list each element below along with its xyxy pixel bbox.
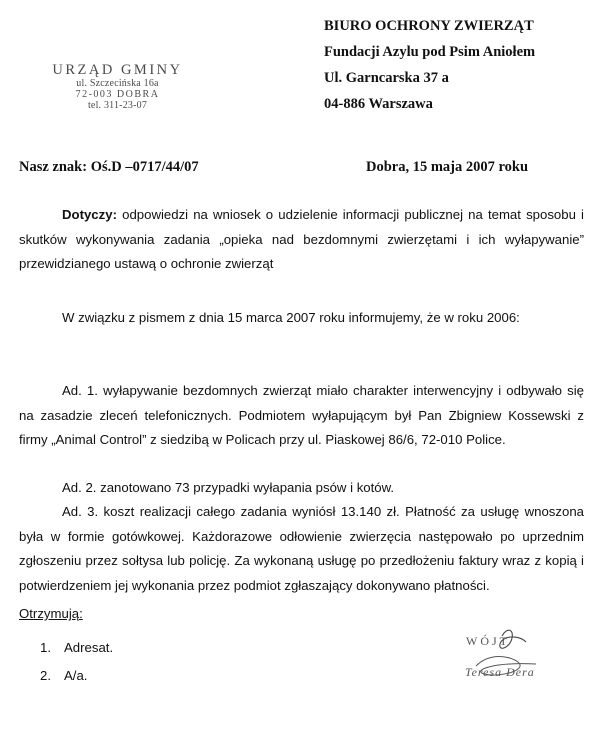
distribution-item [40, 634, 113, 662]
paragraph-ad-3: Ad. 3. koszt realizacji całego zadania wyniósł 13.140 zł. Płatność za usługę wnoszona była w formie gotówkowej. Każdorazowe odłowienie zwierzęcia następowało po uprzednim zgłoszeniu przez sołtysa lub policję. Za wykonaną usługę po przedłożeniu faktury wraz z kopią i potwierdzeniem jej wykonania przez podmiot zgłaszający dokonywano płatności. [19, 504, 584, 593]
distribution-heading: Otrzymują: [19, 606, 83, 621]
recipient-address [324, 13, 594, 117]
signature-title: WÓJT [466, 634, 510, 648]
subject-text: odpowiedzi na wniosek o udzielenie informacji publicznej na temat sposobu i skutków wykonywania zadania „opieka nad bezdomnymi zwierzętami i ich wyłapywanie” przewidzianego ustawą o ochronie zwierząt [19, 207, 584, 271]
reference-number: Nasz znak: Oś.D –0717/44/07 [19, 159, 199, 175]
paragraph-ad-1: Ad. 1. wyłapywanie bezdomnych zwierząt miało charakter interwencyjny i odbywało się na zasadzie zleceń telefonicznych. Podmiotem wyłapującym był Pan Zbigniew Kossewski z firmy „Animal Control” z siedzibą w Policach przy ul. Piaskowej 86/6, 72-010 Police. [19, 383, 584, 447]
recipient-line-4: 04-886 Warszawa [324, 96, 433, 112]
subject-label: Dotyczy: [62, 207, 117, 222]
intro-paragraph: W związku z pismem z dnia 15 marca 2007 roku informujemy, że w roku 2006: [62, 310, 520, 325]
letter-date: Dobra, 15 maja 2007 roku [366, 159, 529, 175]
recipient-line-2: Fundacji Azylu pod Psim Aniołem [324, 44, 536, 60]
signature-name: Teresa Dera [465, 665, 535, 679]
distribution-item-label: A/a. [64, 668, 88, 683]
recipient-line-3: Ul. Garncarska 37 a [324, 70, 449, 86]
distribution-list [40, 634, 113, 690]
distribution-item [40, 662, 113, 690]
recipient-line-1: BIURO OCHRONY ZWIERZĄT [324, 18, 534, 34]
paragraph-ad-2: Ad. 2. zanotowano 73 przypadki wyłapania psów i kotów. [62, 480, 395, 495]
distribution-item-label: Adresat. [64, 640, 114, 655]
distribution-item-number: 2. [40, 668, 51, 683]
stamp-title: URZĄD GMINY [52, 62, 183, 78]
stamp-street: ul. Szczecińska 16a [76, 78, 159, 89]
handwritten-signature [440, 622, 570, 692]
stamp-phone: tel. 311-23-07 [87, 100, 148, 111]
office-stamp [30, 62, 205, 111]
distribution-item-number: 1. [40, 640, 51, 655]
subject-paragraph [19, 203, 584, 277]
stamp-postal: 72-003 DOBRA [75, 89, 160, 100]
